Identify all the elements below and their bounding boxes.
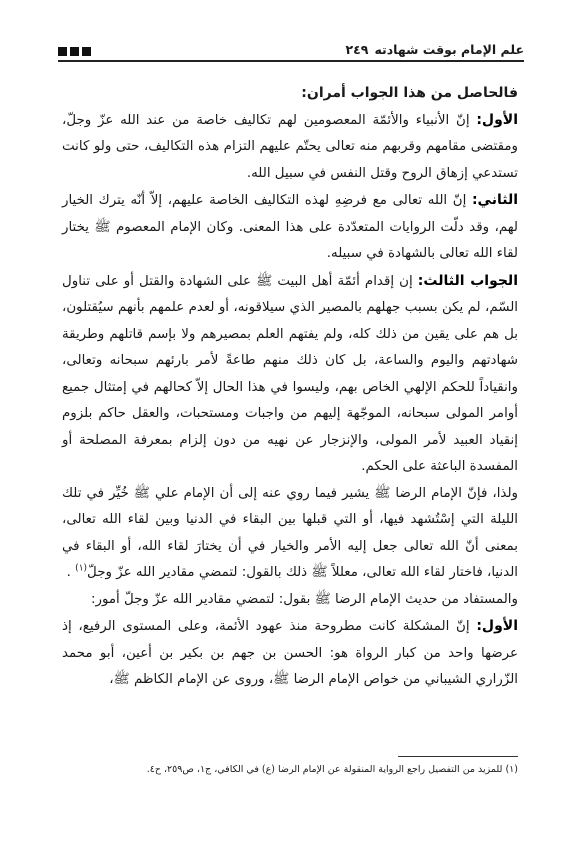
main-text xyxy=(62,80,518,694)
header-title: علم الإمام بوقت شهادته xyxy=(374,42,524,57)
header-ornament-squares xyxy=(58,47,91,60)
footnote-separator xyxy=(398,756,518,757)
header-title-group xyxy=(346,42,524,60)
paragraph-lead: الأول: xyxy=(476,111,518,128)
ornament-square xyxy=(70,47,79,56)
paragraph-text: إنّ الله تعالى مع فرضِهِ لهذه التكاليف الخاصة عليهم، إلاّ أنّه يترك الخيار لهم، وقد دلّت الروايات المتعدّدة على هذا المعنى. وكان الإمام المعصوم ﷺ يختار لقاء الله تعالى بالشهادة في سبيله. xyxy=(62,193,518,261)
page-number: ٢٤٩ xyxy=(345,42,369,57)
paragraph-conclusions-intro xyxy=(62,587,518,614)
paragraph-text: إنّ الأنبياء والأئمّة المعصومين لهم تكاليف خاصة من عند الله عزّ وجلّ، ومقتضى مقامهم وقربهم منه تعالى يحتّم عليهم التزام هذه التكاليف، حتى ولو كانت تستدعي إزهاق الروح وقتل النفس في سبيل الله. xyxy=(62,112,518,181)
footnote-text: (١) للمزيد من التفصيل راجع الرواية المنقولة عن الإمام الرضا (ع) في الكافي، ج١، ص٢٥٩، ح٤. xyxy=(146,764,518,775)
paragraph-rida-narration xyxy=(62,481,518,587)
paragraph-text: والمستفاد من حديث الإمام الرضا ﷺ بقول: لتمضي مقادير الله عزّ وجلّ أمور: xyxy=(90,591,518,607)
footnotes xyxy=(62,756,518,777)
paragraph-lead: الأول: xyxy=(476,618,518,634)
paragraph-lead: الجواب الثالث: xyxy=(417,272,518,289)
ornament-square xyxy=(82,47,91,56)
paragraph-first-conclusion xyxy=(62,613,518,694)
section-heading: فالحاصل من هذا الجواب أمران: xyxy=(301,85,518,101)
paragraph-lead: الثاني: xyxy=(471,192,518,208)
running-header xyxy=(58,30,524,62)
paragraph-text: ولذا، فإنّ الإمام الرضا ﷺ يشير فيما روي عنه إلى أن الإمام علي ﷺ خُيِّر في تلك الليلة التي إسْتُشهد فيها، أو التي قبلها بين البقاء في الدنيا وبين لقاء الله تعالى، بمعنى أنّ الله تعالى جعل إليه الأمر والخيار في أن يختارَ لقاء الله، أو البقاء في الدنيا، فاختار لقاء الله تعالى، معللاً ﷺ ذلك بالقول: لتمضي مقادير الله عزّ وجلّ xyxy=(62,485,518,580)
paragraph-third-answer xyxy=(62,268,518,481)
paragraph-second-point xyxy=(62,187,518,268)
paragraph-first-point xyxy=(62,107,518,188)
paragraph-end: . xyxy=(66,565,76,580)
ornament-square xyxy=(58,47,67,56)
footnote-marker[interactable]: (١) xyxy=(75,563,88,574)
paragraph-text: إنّ المشكلة كانت مطروحة منذ عهود الأئمة، وعلى المستوى الرفيع، إذ عرضها واحد من كبار الرواة هو: الحسن بن جهم بن بكير بن أعين، أبو محمد الزّراري الشيباني من خواص الإمام الرضا ﷺ، وروى عن الإمام الكاظم ﷺ، xyxy=(62,619,518,687)
paragraph-text: إن إقدام أئمّة أهل البيت ﷺ على الشهادة والقتل أو على تناول السّم، لم يكن بسبب جهلهم بالمصير الذي سيلاقونه، أو لعدم علمهم بأنهم سيُقتلون، بل هم على يقين من ذلك كله، ولم يفتهم العلم بمصيرهم ولا بإسم قاتلهم وطريقة شهادتهم واليوم والساعة، بل كان ذلك منهم طاعةً لأمر بارئهم سبحانه وتعالى، وانقياداً للحكم الإلهي الخاص بهم، وليسوا في هذا الحال إلاّ كحالهم في إمتثال جميع أوامر المولى سبحانه، الموجّهة إليهم من واجبات ومستحبات، والعقل حاكم بلزوم إنقياد العبيد لأمر المولى، والإنزجار عن نهيه من دون إلزام بمعرفة المصلحة أو المفسدة الباعثة على الحكم. xyxy=(62,273,518,474)
